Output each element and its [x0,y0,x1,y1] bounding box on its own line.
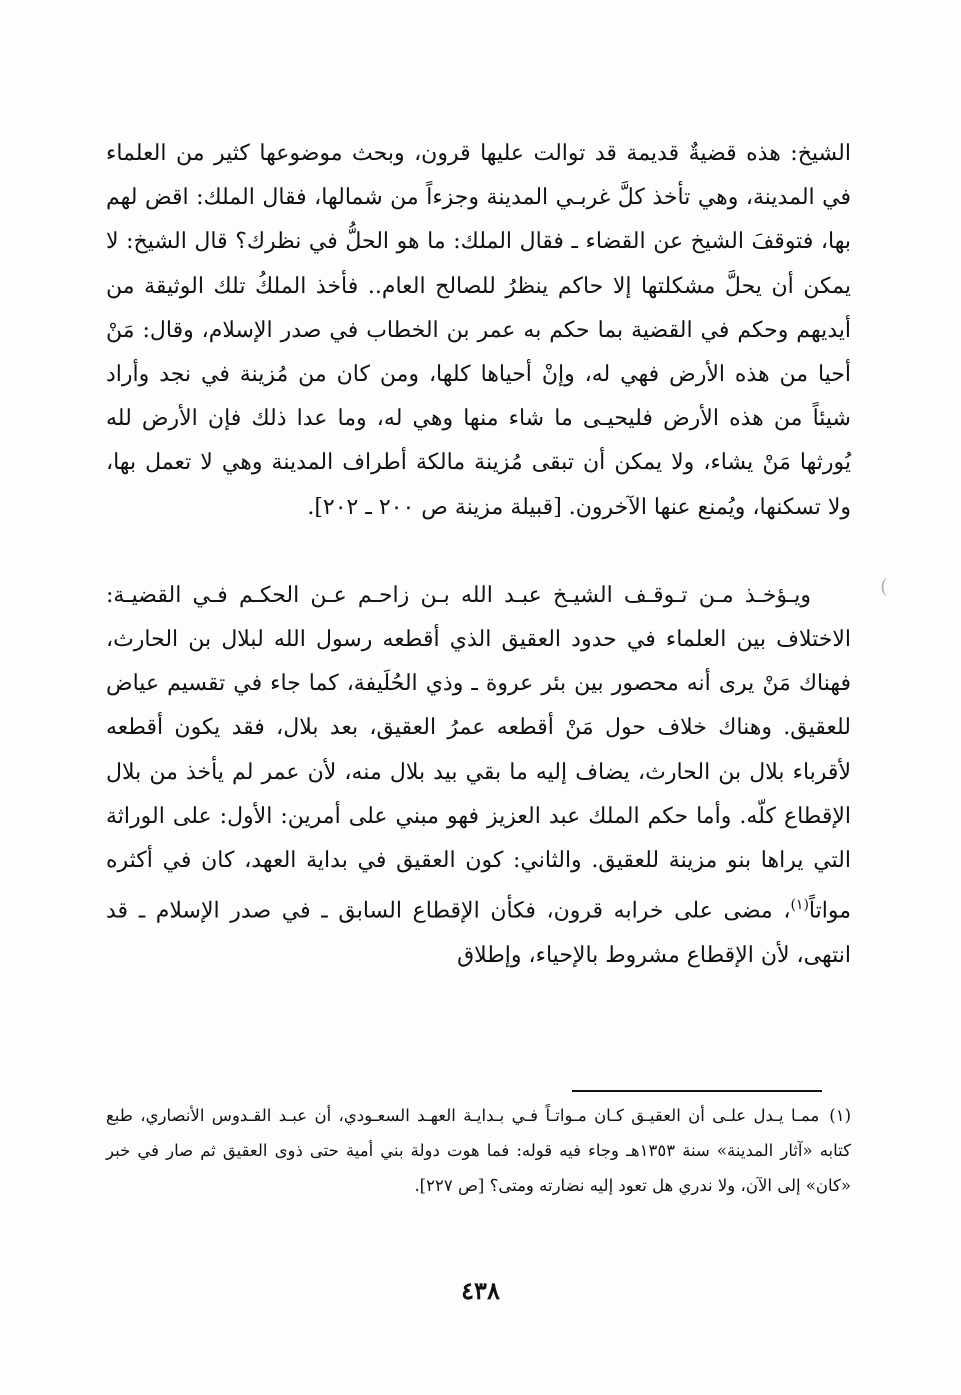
paragraph-1: الشيخ: هذه قضيةٌ قديمة قد توالت عليها قرون، وبحث موضوعها كثير من العلماء في المدينة، وهي تأخذ كلَّ غربـي المدينة وجزءاً من شمالها، فقال الملك: اقض لهم بها، فتوقفَ الشيخ عن القضاء ـ فقال الملك: ما هو الحلُّ في نظرك؟ قال الشيخ: لا يمكن أن يحلَّ مشكلتها إلا حاكم ينظرُ للصالح العام.. فأخذ الملكُ تلك الوثيقة من أيديهم وحكم في القضية بما حكم به عمر بن الخطاب في صدر الإسلام، وقال: مَنْ أحيا من هذه الأرض فهي له، وإنْ أحياها كلها، ومن كان من مُزينة في نجد وأراد شيئاً من هذه الأرض فليحيـى ما شاء منها وهي له، وما عدا ذلك فإن الأرض لله يُورثها مَنْ يشاء، ولا يمكن أن تبقى مُزينة مالكة أطراف المدينة وهي لا تعمل بها، ولا تسكنها، ويُمنع عنها الآخرون. [قبيلة مزينة ص ٢٠٠ ـ ٢٠٢]. [106,141,852,520]
footnote-text: ممـا يـدل علـى أن العقيـق كـان مـواتـاً فـي بـدايـة العهـد السعـودي، أن عبـد القـدوس الأنصاري، طبع كتابه «آثار المدينة» سنة ١٣٥٣هـ وجاء فيه قوله: فما هوت دولة بني أمية حتى ذوى العقيق ثم صار في خبر «كان» إلى الآن، ولا ندري هل تعود إليه نضارته ومتى؟ [ص ٢٢٧]. [106,1106,851,1195]
footnote-divider [572,1090,822,1092]
paragraph-2-text-b: ، مضى على خرابه قرون، فكأن الإقطاع السابق ـ في صدر الإسلام ـ قد انتهى، لأن الإقطاع مشروط بالإحياء، وإطلاق [106,898,851,968]
footnote-marker: (١) [829,1106,851,1125]
paragraph-2-text-a: ويـؤخـذ مـن تـوقـف الشيـخ عبـد الله بـن زاحـم عـن الحكـم فـي القضيـة: الاختلاف بين العلماء في حدود العقيق الذي أقطعه رسول الله لبلال بن الحارث، فهناك مَنْ يرى أنه محصور بين بئر عروة ـ وذي الحُلَيفة، كما جاء في تقسيم عياض للعقيق. وهناك خلاف حول مَنْ أقطعه عمرُ العقيق، بعد بلال، فقد يكون أقطعه لأقرباء بلال بن الحارث، يضاف إليه ما بقي بيد بلال منه، لأن عمر لم يأخذ من بلال الإقطاع كلّه. وأما حكم الملك عبد العزيز فهو مبني على أمرين: الأول: على الوراثة التي يراها بنو مزينة للعقيق. والثاني: كون العقيق في بداية العهد، كان في أكثره مواتاً [106,582,851,924]
margin-mark: ( [880,574,888,598]
main-text [106,132,851,978]
footnote [106,1098,851,1203]
paragraph-2 [106,574,851,978]
footnote-reference[interactable]: (١) [790,897,809,914]
page-number: ٤٣٨ [461,1276,500,1305]
